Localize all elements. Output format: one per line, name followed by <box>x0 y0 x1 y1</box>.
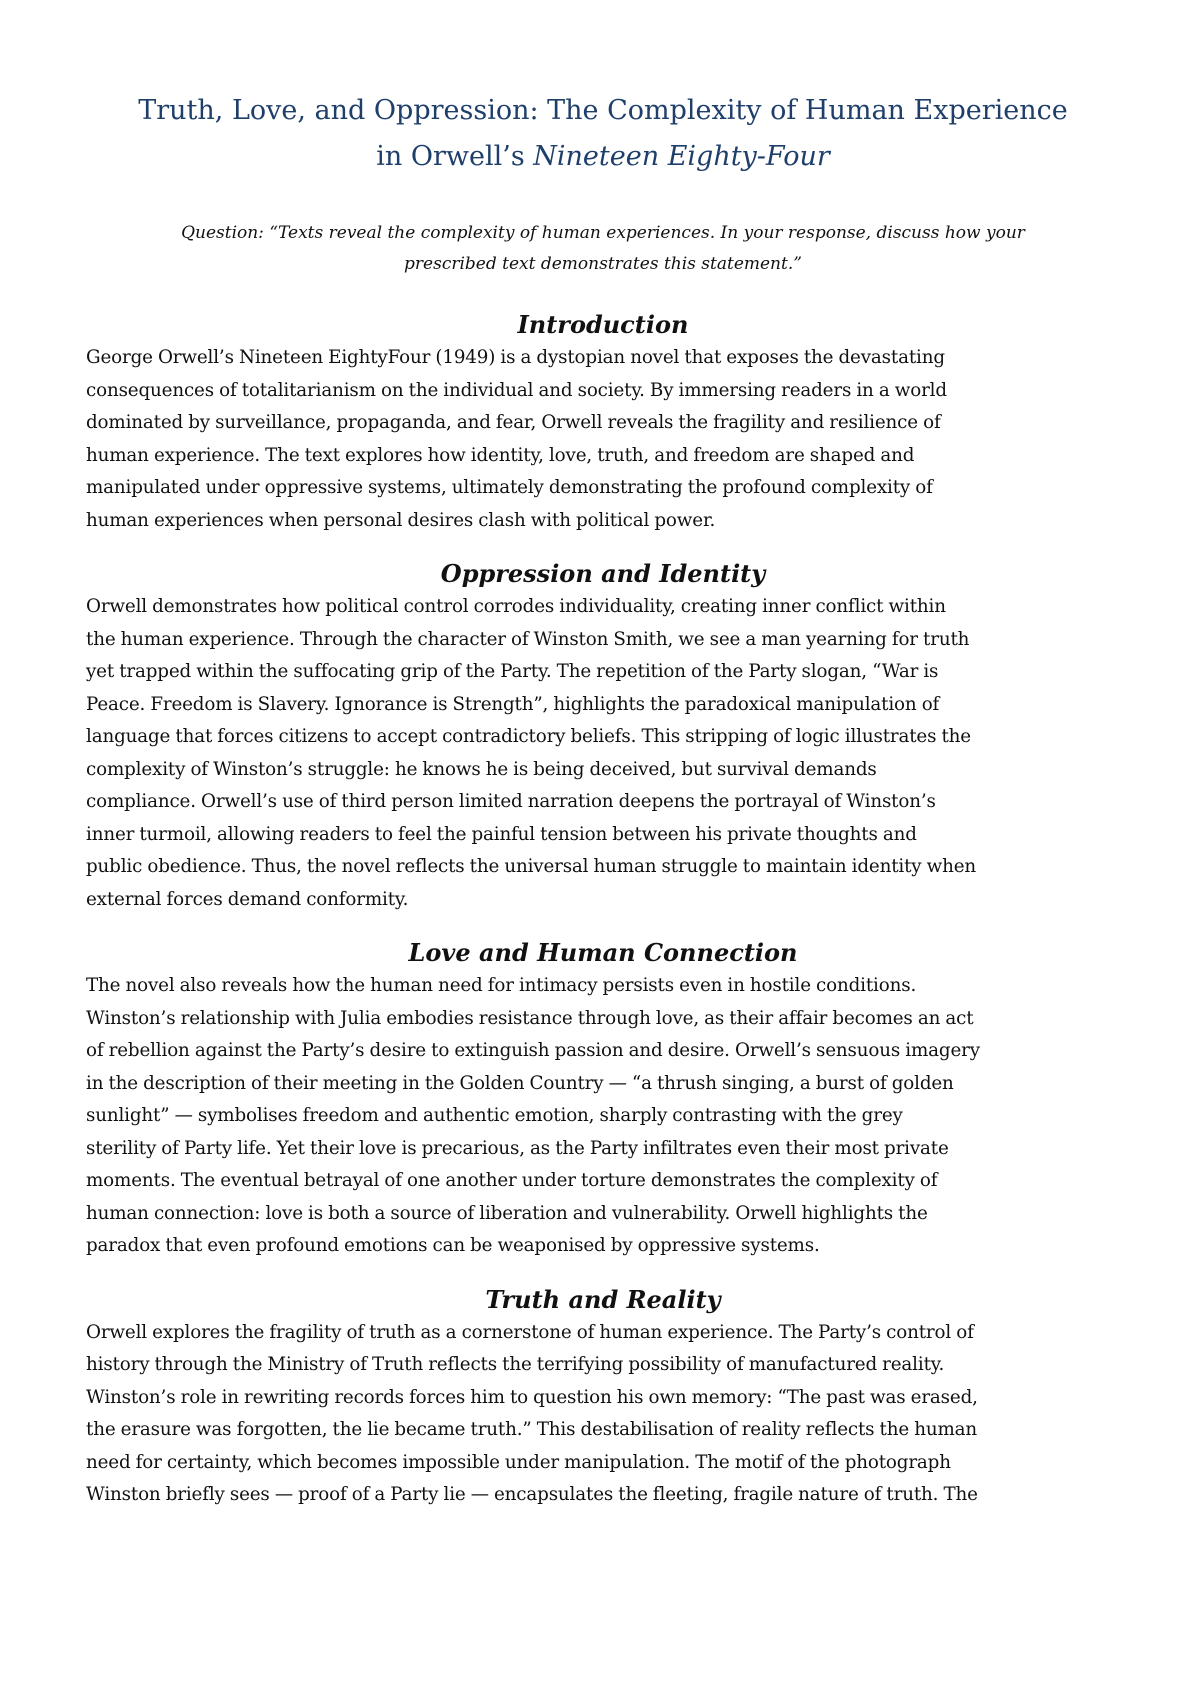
text-line: compliance. Orwell’s use of third person limited narration deepens the portrayal of Winston’s <box>86 791 936 812</box>
section-body-love-connection <box>86 970 1120 1263</box>
text-line: manipulated under oppressive systems, ultimately demonstrating the profound complexity of <box>86 477 933 498</box>
text-line: sunlight” — symbolises freedom and authentic emotion, sharply contrasting with the grey <box>86 1105 903 1126</box>
text-line: external forces demand conformity. <box>86 888 409 910</box>
text-line: sterility of Party life. Yet their love is precarious, as the Party infiltrates even their most private <box>86 1137 949 1159</box>
text-line: George Orwell’s Nineteen EightyFour (1949) is a dystopian novel that exposes the devastating <box>86 347 945 368</box>
title-line-1: Truth, Love, and Oppression: The Complexity of Human Experience <box>138 95 1068 126</box>
text-line: Orwell demonstrates how political control corrodes individuality, creating inner conflict within <box>86 596 946 617</box>
text-line: dominated by surveillance, propaganda, and fear, Orwell reveals the fragility and resilience of <box>86 412 941 433</box>
text-line: Winston’s role in rewriting records forces him to question his own memory: “The past was erased, <box>86 1386 978 1408</box>
text-line: complexity of Winston’s struggle: he knows he is being deceived, but survival demands <box>86 758 877 780</box>
question-line-2: prescribed text demonstrates this statement.” <box>404 254 802 274</box>
text-line: Orwell explores the fragility of truth as a cornerstone of human experience. The Party’s control of <box>86 1321 974 1343</box>
text-line: Winston’s relationship with Julia embodies resistance through love, as their affair becomes an act <box>86 1007 974 1029</box>
text-line: human experiences when personal desires clash with political power. <box>86 509 716 531</box>
document-title <box>86 88 1120 180</box>
title-line-2-prefix: in Orwell’s <box>376 141 534 172</box>
text-line: public obedience. Thus, the novel reflects the universal human struggle to maintain identity when <box>86 856 977 877</box>
text-line: human connection: love is both a source of liberation and vulnerability. Orwell highlights the <box>86 1202 928 1224</box>
title-line-2 <box>86 134 1120 180</box>
text-line: consequences of totalitarianism on the individual and society. By immersing readers in a world <box>86 379 947 401</box>
text-line: of rebellion against the Party’s desire to extinguish passion and desire. Orwell’s sensuous imagery <box>86 1040 980 1061</box>
text-line: The novel also reveals how the human need for intimacy persists even in hostile conditions. <box>86 975 917 996</box>
title-book-name: Nineteen Eighty-Four <box>533 141 830 172</box>
text-line: yet trapped within the suffocating grip of the Party. The repetition of the Party slogan, “War is <box>86 661 939 682</box>
section-body-oppression-identity <box>86 591 1120 916</box>
text-line: Winston briefly sees — proof of a Party lie — encapsulates the fleeting, fragile nature of truth. The <box>86 1484 978 1505</box>
text-line: the human experience. Through the character of Winston Smith, we see a man yearning for truth <box>86 628 970 650</box>
text-line: history through the Ministry of Truth reflects the terrifying possibility of manufactured reality. <box>86 1354 945 1375</box>
text-line: paradox that even profound emotions can be weaponised by oppressive systems. <box>86 1235 820 1256</box>
essay-question <box>110 218 1096 280</box>
text-line: moments. The eventual betrayal of one another under torture demonstrates the complexity of <box>86 1170 938 1191</box>
question-line-1: Question: “Texts reveal the complexity of human experiences. In your response, discuss how your <box>181 223 1025 243</box>
text-line: Peace. Freedom is Slavery. Ignorance is Strength”, highlights the paradoxical manipulation of <box>86 693 940 715</box>
text-line: human experience. The text explores how identity, love, truth, and freedom are shaped and <box>86 444 915 466</box>
section-heading-truth-reality: Truth and Reality <box>485 1284 721 1314</box>
section-heading-introduction: Introduction <box>517 310 689 339</box>
text-line: inner turmoil, allowing readers to feel the painful tension between his private thoughts and <box>86 823 917 845</box>
text-line: language that forces citizens to accept contradictory beliefs. This stripping of logic illustrates the <box>86 726 971 747</box>
section-body-truth-reality <box>86 1317 1120 1512</box>
section-heading-oppression-identity: Oppression and Identity <box>440 559 766 588</box>
text-line: in the description of their meeting in the Golden Country — “a thrush singing, a burst of golden <box>86 1072 954 1094</box>
text-line: need for certainty, which becomes impossible under manipulation. The motif of the photograph <box>86 1451 951 1473</box>
section-body-introduction <box>86 342 1120 537</box>
section-heading-love-connection: Love and Human Connection <box>408 938 798 967</box>
text-line: the erasure was forgotten, the lie became truth.” This destabilisation of reality reflects the human <box>86 1419 978 1440</box>
